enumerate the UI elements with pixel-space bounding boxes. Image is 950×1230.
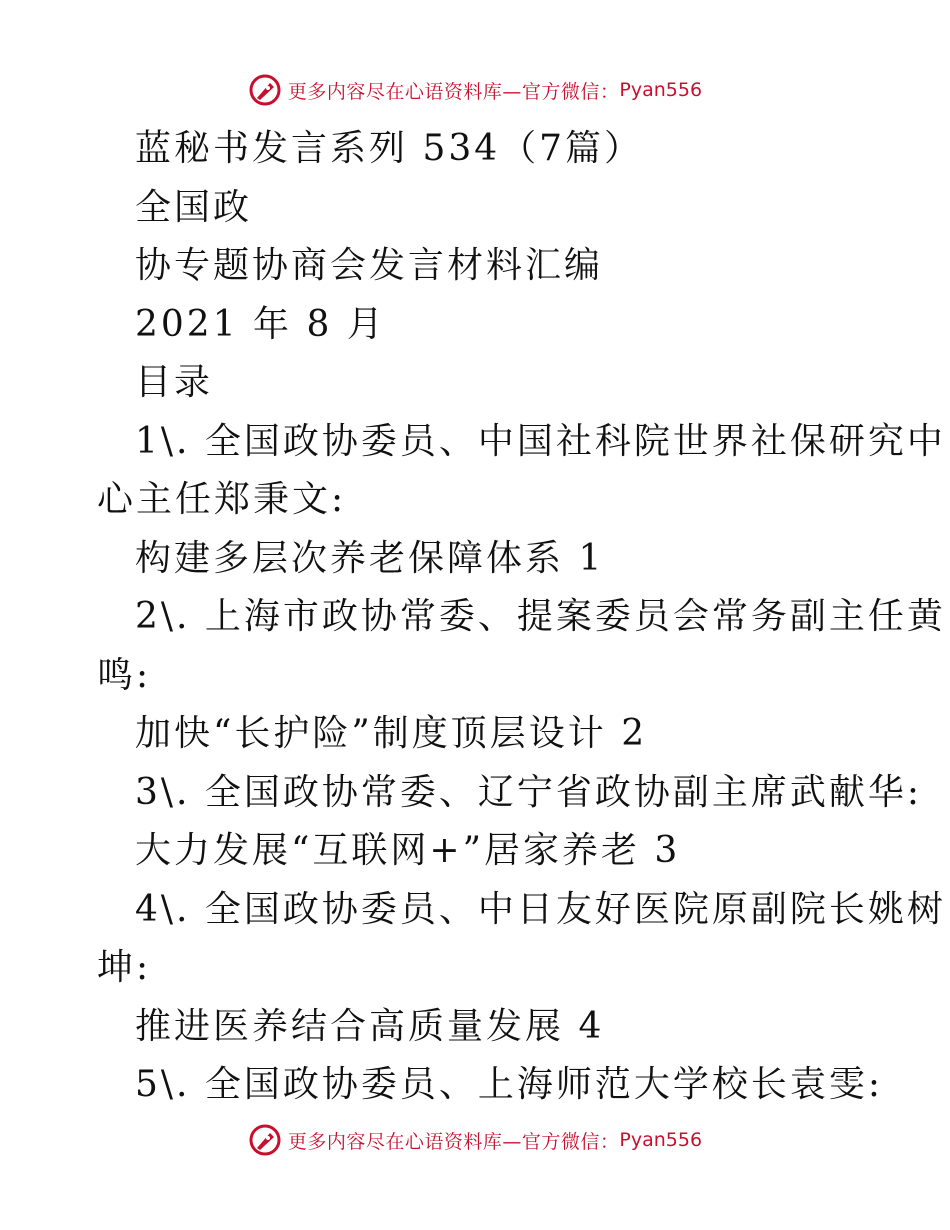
watermark-contact: Pyan556 bbox=[619, 79, 703, 101]
toc-entry-speaker: 2\. 上海市政协常委、提案委员会常务副主任黄 bbox=[135, 596, 946, 637]
document-title: 蓝秘书发言系列 534（7篇） bbox=[135, 128, 644, 169]
document-date: 2021 年 8 月 bbox=[135, 303, 386, 345]
document-line: 全国政 bbox=[135, 186, 253, 228]
toc-entry-speaker: 5\. 全国政协委员、上海师范大学校长袁雯: bbox=[135, 1064, 884, 1105]
document-line: 协专题协商会发言材料汇编 bbox=[135, 245, 604, 286]
watermark-text: 更多内容尽在心语资料库—官方微信： bbox=[287, 1130, 620, 1153]
footer-watermark bbox=[0, 1120, 950, 1160]
toc-entry-title: 推进医养结合高质量发展 4 bbox=[135, 1005, 605, 1047]
toc-entry-speaker: 3\. 全国政协常委、辽宁省政协副主席武献华: bbox=[135, 771, 923, 813]
toc-heading: 目录 bbox=[135, 362, 214, 403]
toc-entry-speaker-cont: 鸣: bbox=[97, 654, 152, 696]
toc-entry-speaker-cont: 坤: bbox=[97, 947, 152, 988]
watermark-contact: Pyan556 bbox=[619, 1129, 703, 1151]
pen-nib-circle-icon bbox=[248, 73, 282, 107]
watermark-text: 更多内容尽在心语资料库—官方微信： bbox=[287, 80, 620, 103]
pen-nib-circle-icon bbox=[248, 1123, 282, 1157]
toc-entry-title: 加快“长护险”制度顶层设计 2 bbox=[135, 713, 648, 754]
toc-entry-title: 构建多层次养老保障体系 1 bbox=[135, 537, 605, 579]
toc-entry-speaker: 1\. 全国政协委员、中国社科院世界社保研究中 bbox=[135, 420, 946, 462]
header-watermark bbox=[0, 70, 950, 110]
document-body bbox=[97, 120, 946, 1115]
toc-entry-speaker-cont: 心主任郑秉文: bbox=[97, 479, 347, 520]
toc-entry-speaker: 4\. 全国政协委员、中日友好医院原副院长姚树 bbox=[135, 888, 946, 930]
toc-entry-title: 大力发展“互联网+”居家养老 3 bbox=[135, 830, 681, 871]
